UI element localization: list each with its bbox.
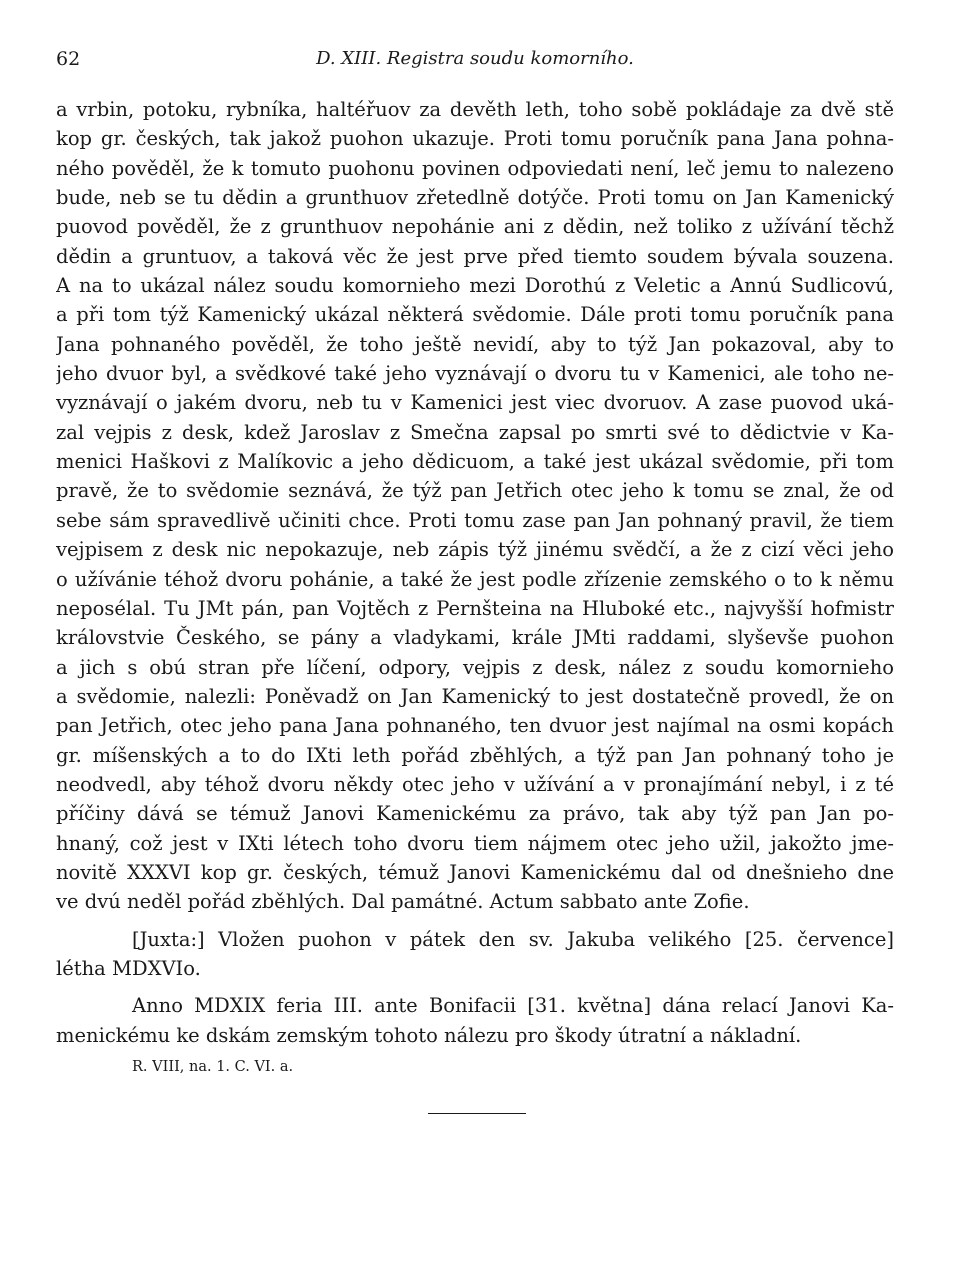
text-line: ve dvú neděl pořád zběhlých. Dal památné. Actum sabbato ante Zofie.	[56, 890, 750, 914]
text-line: o užívánie téhož dvoru pohánie, a také že jest podle zřízenie zemského o to k němu	[56, 567, 894, 591]
text-line: a při tom týž Kamenický ukázal některá svědomie. Dále proti tomu poručník pana	[56, 303, 894, 327]
text-line: dědin a gruntuov, a taková věc že jest prve před tiemto soudem bývala souzena.	[56, 244, 894, 268]
text-line: pan Jetřich, otec jeho pana Jana pohnaného, ten dvuor jest najímal na osmi kopách	[56, 714, 894, 738]
closing-rule	[428, 1113, 526, 1114]
paragraph-gap	[56, 917, 894, 925]
text-line: novitě XXXVI kop gr. českých, témuž Janovi Kamenickému dal od dnešnieho dne	[56, 860, 894, 884]
text-line: puovod pověděl, že z grunthuov nepohánie ani z dědin, než toliko z užívání těchž	[56, 215, 894, 239]
text-line: vejpisem z desk nic nepokazuje, neb zápis týž jinému svědčí, a že z cizí věci jeho	[56, 538, 894, 562]
text-line: a jich s obú stran pře líčení, odpory, vejpis z desk, nález z soudu komornieho	[56, 655, 894, 679]
text-line: zal vejpis z desk, kdež Jaroslav z Smečna zapsal po smrti své to dědictvie v Ka-	[56, 420, 894, 444]
text-line: vyznávají o jakém dvoru, neb tu v Kamenici jest viec dvoruov. A zase puovod uká-	[56, 391, 894, 415]
text-line: jeho dvuor byl, a svědkové také jeho vyznávají o dvoru tu v Kamenici, ale toho ne-	[56, 362, 894, 386]
text-line: a vrbin, potoku, rybníka, haltéřuov za devěth leth, toho sobě pokládaje za dvě stě	[56, 98, 894, 121]
text-line: létha MDXVIo.	[56, 956, 201, 980]
source-note: R. VIII, na. 1. C. VI. a.	[132, 1059, 294, 1075]
page-header	[56, 48, 894, 78]
body-text	[56, 95, 894, 1080]
text-line: A na to ukázal nález soudu komornieho mezi Dorothú z Veletic a Annú Sudlicovú,	[56, 274, 894, 298]
text-line: královstvie Českého, se pány a vladykami, krále JMti raddami, slyševše puohon	[56, 626, 894, 650]
main-paragraph	[56, 95, 894, 917]
text-line: gr. míšenských a to do IXti leth pořád zběhlých, a týž pan Jan pohnaný toho je	[56, 743, 894, 767]
anno-paragraph	[56, 991, 894, 1050]
juxta-paragraph	[56, 925, 894, 984]
paragraph-gap	[56, 983, 894, 991]
text-line: ného pověděl, že k tomuto puohonu povinen odpoviedati není, leč jemu to nalezeno	[56, 156, 894, 180]
text-line: pravě, že to svědomie seznává, že týž pan Jetřich otec jeho k tomu se znal, že od	[56, 479, 894, 503]
text-line: neodvedl, aby téhož dvoru někdy otec jeho v užívání a v pronajímání nebyl, i z té	[56, 772, 894, 796]
text-line: kop gr. českých, tak jakož puohon ukazuje. Proti tomu poručník pana Jana pohna-	[56, 127, 894, 151]
text-line: [Juxta:] Vložen puohon v pátek den sv. Jakuba velikého [25. července]	[132, 927, 894, 951]
text-line: a svědomie, nalezli: Poněvadž on Jan Kamenický to jest dostatečně provedl, že on	[56, 684, 894, 708]
text-line: příčiny dává se témuž Janovi Kamenickému za právo, tak aby týž pan Jan po-	[56, 802, 894, 826]
text-line: hnaný, což jest v IXti létech toho dvoru tiem nájmem otec jeho užil, jakožto jme-	[56, 831, 894, 855]
text-line: bude, neb se tu dědin a grunthuov zřetedlně dotýče. Proti tomu on Jan Kamenický	[56, 186, 894, 210]
text-line: menickému ke dskám zemským tohoto nálezu pro škody útratní a nákladní.	[56, 1023, 802, 1047]
text-line: menici Haškovi z Malíkovic a jeho dědicuom, a také jest ukázal svědomie, při tom	[56, 450, 894, 474]
text-line: Jana pohnaného pověděl, že toho ještě nevidí, aby to týž Jan pokazoval, aby to	[56, 332, 894, 356]
text-line: Anno MDXIX feria III. ante Bonifacii [31. května] dána relací Janovi Ka-	[132, 994, 894, 1018]
page-number: 62	[56, 48, 81, 70]
running-head: D. XIII. Registra soudu komorního.	[316, 48, 634, 69]
text-line: sebe sám spravedlivě učiniti chce. Proti tomu zase pan Jan pohnaný pravil, že tiem	[56, 508, 894, 532]
text-line: neposélal. Tu JMt pán, pan Vojtěch z Pernšteina na Hluboké etc., najvyšší hofmistr	[56, 596, 894, 620]
